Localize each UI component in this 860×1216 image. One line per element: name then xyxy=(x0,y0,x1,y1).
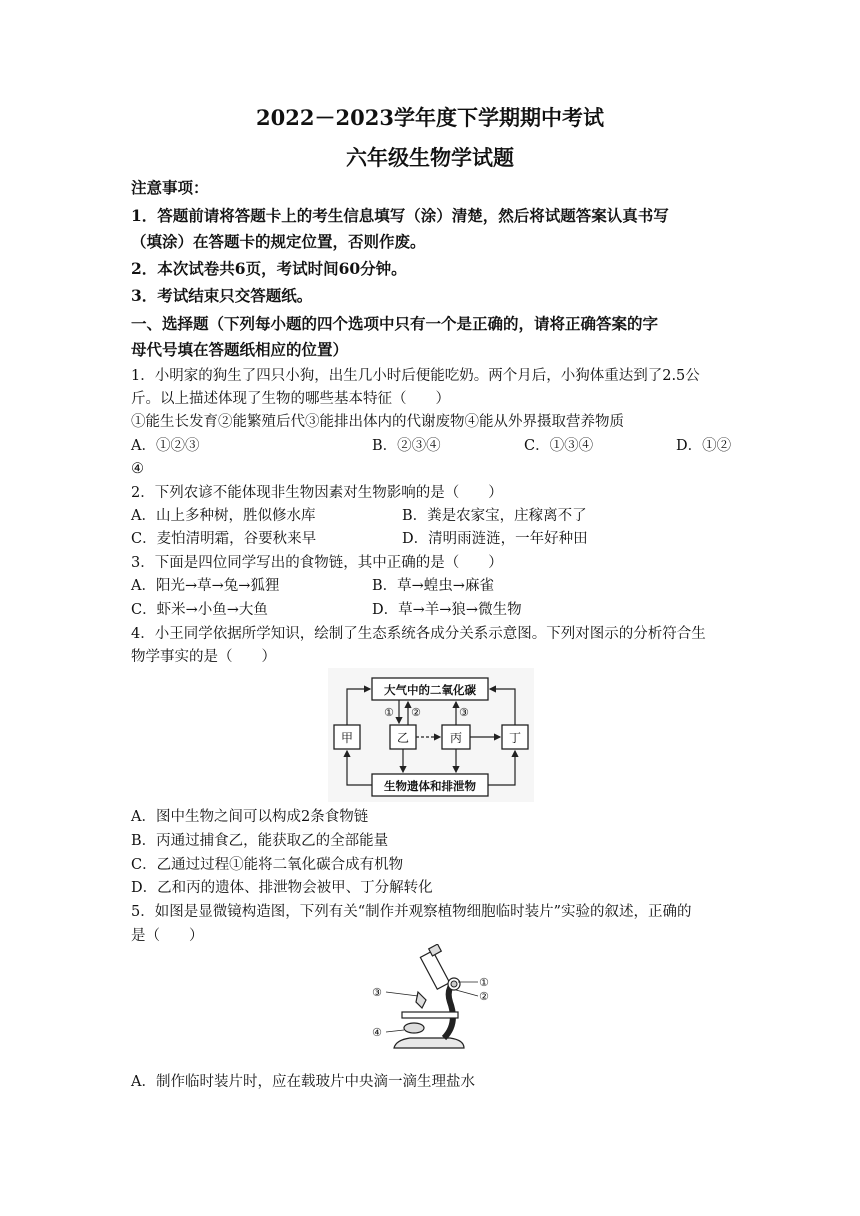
q4-line1: 4．小王同学依据所学知识，绘制了生态系统各成分关系示意图。下列对图示的分析符合生 xyxy=(131,626,706,642)
q4-option-b: B．丙通过捕食乙，能获取乙的全部能量 xyxy=(131,833,389,849)
q2-option-d: D．清明雨涟涟，一年好种田 xyxy=(402,531,588,547)
note-1b: （填涂）在答题卡的规定位置，否则作废。 xyxy=(131,232,426,251)
q1-option-c: C．①③④ xyxy=(524,438,594,454)
q1-line2: 斤。以上描述体现了生物的哪些基本特征（ ） xyxy=(131,391,450,407)
microscope-tube xyxy=(420,951,449,989)
node-jia-label: 甲 xyxy=(340,731,354,745)
microscope-mirror xyxy=(404,1023,424,1033)
section-heading-b: 母代号填在答题纸相应的位置） xyxy=(131,340,349,359)
q2-option-a: A．山上多种树，胜似修水库 xyxy=(131,508,316,524)
q5-line2: 是（ ） xyxy=(131,928,204,944)
process-1-mark: ① xyxy=(384,706,394,719)
label-3: ③ xyxy=(372,986,382,999)
ecosystem-diagram xyxy=(328,668,534,802)
microscope-diagram xyxy=(366,944,502,1062)
microscope-base xyxy=(394,1038,464,1048)
microscope-stage xyxy=(402,1012,458,1018)
node-yi-label: 乙 xyxy=(396,731,410,745)
q3-stem: 3．下面是四位同学写出的食物链，其中正确的是（ ） xyxy=(131,555,503,571)
q3-option-a: A．阳光→草→兔→狐狸 xyxy=(131,578,280,594)
q5-line1: 5．如图是显微镜构造图，下列有关“制作并观察植物细胞临时装片”实验的叙述，正确的 xyxy=(131,904,692,920)
q2-option-c: C．麦怕清明霜，谷要秋来早 xyxy=(131,531,317,547)
q1-option-d-wrap: ④ xyxy=(131,461,144,477)
notes-heading: 注意事项： xyxy=(131,178,209,197)
q3-option-d: D．草→羊→狼→微生物 xyxy=(372,602,522,618)
q1-line3: ①能生长发育②能繁殖后代③能排出体内的代谢废物④能从外界摄取营养物质 xyxy=(131,414,624,430)
exam-title: 2022－2023学年度下学期期中考试 xyxy=(256,105,604,130)
fine-adjuster xyxy=(451,981,457,987)
q4-line2: 物学事实的是（ ） xyxy=(131,649,276,665)
process-2-mark: ② xyxy=(411,706,421,719)
note-3: 3．考试结束只交答题纸。 xyxy=(131,286,313,305)
label-1: ① xyxy=(479,976,489,989)
q3-option-c: C．虾米→小鱼→大鱼 xyxy=(131,602,268,618)
node-bing-label: 丙 xyxy=(449,731,463,745)
remains-waste-label: 生物遗体和排泄物 xyxy=(384,779,476,793)
q3-option-b: B．草→蝗虫→麻雀 xyxy=(372,578,494,594)
label-2: ② xyxy=(479,990,489,1003)
q1-option-d: D．①② xyxy=(676,438,732,454)
q2-option-b: B．粪是农家宝，庄稼离不了 xyxy=(402,508,587,524)
note-1a: 1．答题前请将答题卡上的考生信息填写（涂）清楚，然后将试题答案认真书写 xyxy=(131,206,669,225)
microscope-objective xyxy=(416,992,426,1008)
q1-option-a: A．①②③ xyxy=(131,438,200,454)
atmosphere-co2-label: 大气中的二氧化碳 xyxy=(384,683,476,697)
node-ding-label: 丁 xyxy=(508,731,522,745)
label-4: ④ xyxy=(372,1026,382,1039)
q5-option-a: A．制作临时装片时，应在载玻片中央滴一滴生理盐水 xyxy=(131,1074,475,1090)
q2-stem: 2．下列农谚不能体现非生物因素对生物影响的是（ ） xyxy=(131,485,503,501)
section-heading-a: 一、选择题（下列每小题的四个选项中只有一个是正确的，请将正确答案的字 xyxy=(131,314,659,333)
process-3-mark: ③ xyxy=(459,706,469,719)
q4-option-a: A．图中生物之间可以构成2条食物链 xyxy=(131,809,369,825)
q4-option-c: C．乙通过过程①能将二氧化碳合成有机物 xyxy=(131,857,404,873)
q1-option-b: B．②③④ xyxy=(372,438,441,454)
q1-line1: 1．小明家的狗生了四只小狗，出生几小时后便能吃奶。两个月后，小狗体重达到了2.5公 xyxy=(131,368,700,384)
exam-subtitle: 六年级生物学试题 xyxy=(346,145,514,170)
q4-option-d: D．乙和丙的遗体、排泄物会被甲、丁分解转化 xyxy=(131,880,433,896)
note-2: 2．本次试卷共6页，考试时间60分钟。 xyxy=(131,259,407,278)
